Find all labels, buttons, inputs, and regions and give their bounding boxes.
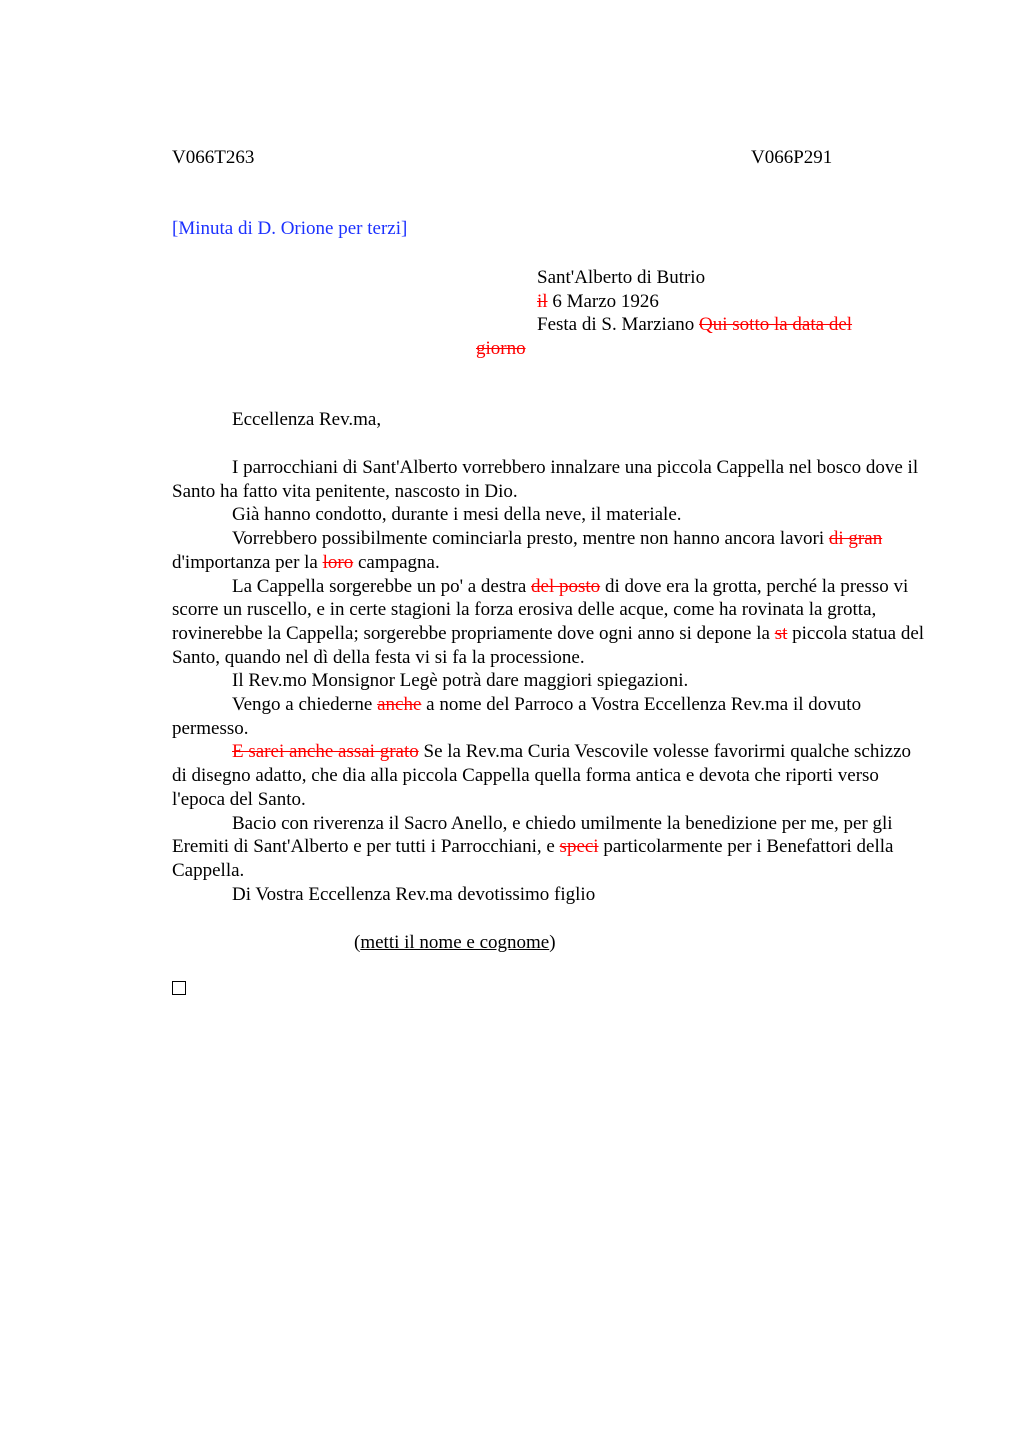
paragraph-text: d'importanza per la: [172, 551, 323, 573]
paragraph-text: piccola statua del Santo, quando nel dì della festa vi si fa la processione.: [172, 622, 925, 668]
paragraph-text: Se la Rev.ma Curia Vescovile volesse favorirmi qualche schizzo di disegno adatto, che dia alla piccola Cappella quella forma antica e devota che riporti verso l'epoca del Santo.: [172, 741, 912, 810]
paragraph: [172, 575, 928, 670]
deleted-text: del posto: [531, 575, 601, 597]
deleted-text: anche: [377, 694, 422, 716]
editorial-note: [Minuta di D. Orione per terzi]: [172, 218, 408, 239]
deleted-text: E sarei anche assai grato: [232, 741, 419, 763]
paren-close: ): [549, 932, 556, 953]
paragraph-text: Bacio con riverenza il Sacro Anello, e chiedo umilmente la benedizione per me, per gli Eremiti di Sant'Alberto e per tutti i Parrocchiani, e: [172, 812, 893, 858]
paragraph-text: a nome del Parroco a Vostra Eccellenza Rev.ma il dovuto permesso.: [172, 694, 862, 739]
paren-open: (: [354, 932, 361, 953]
paragraph-text: campagna.: [353, 551, 440, 573]
signature-text: metti il nome e cognome: [360, 932, 550, 953]
paragraph: [172, 812, 928, 883]
deleted-text: di gran: [828, 528, 883, 550]
paragraph-text: di dove era la grotta, perché la presso vi scorre un ruscello, e in certe stagioni la forza erosiva delle acque, come ha rovinata la grotta, rovinerebbe la Cappella; sorgerebbe propriamente dove ogni anno si depone la: [172, 575, 909, 644]
paragraph: I parrocchiani di Sant'Alberto vorrebbero innalzare una piccola Cappella nel bosco dove il Santo ha fatto vita penitente, nascosto in Dio.: [172, 457, 919, 502]
dateline-place: Sant'Alberto di Butrio: [537, 267, 706, 288]
deleted-text: il: [537, 290, 548, 312]
deleted-text: loro: [322, 551, 354, 573]
document-code-left: V066T263: [172, 147, 255, 168]
dateline-date: [537, 290, 659, 314]
document-code-right: V066P291: [751, 147, 833, 168]
paragraph: Il Rev.mo Monsignor Legè potrà dare maggiori spiegazioni.: [232, 670, 689, 692]
paragraph-text: La Cappella sorgerebbe un po' a destra: [232, 575, 532, 597]
date-text: 6 Marzo 1926: [547, 290, 659, 312]
dateline-feast-continued: [476, 337, 526, 361]
signature-placeholder: [354, 931, 556, 955]
paragraph: Di Vostra Eccellenza Rev.ma devotissimo figlio: [232, 883, 596, 905]
letter-body: [172, 456, 928, 906]
salutation: Eccellenza Rev.ma,: [232, 409, 382, 430]
deleted-text: Qui sotto la data del: [699, 314, 853, 336]
deleted-text: giorno: [476, 338, 526, 360]
dateline-feast: [537, 313, 852, 337]
paragraph-text: Vengo a chiederne: [232, 694, 378, 716]
paragraph: [172, 740, 928, 811]
paragraph-text: particolarmente per i Benefattori della Cappella.: [172, 836, 894, 881]
checkbox-square-icon: [172, 981, 186, 995]
paragraph: [172, 527, 928, 574]
paragraph: [172, 693, 928, 740]
feast-text: Festa di S. Marziano: [537, 314, 700, 336]
deleted-text: st: [774, 622, 788, 644]
paragraph-text: Vorrebbero possibilmente cominciarla presto, mentre non hanno ancora lavori: [232, 528, 829, 550]
deleted-text: speci: [559, 836, 599, 858]
paragraph: Già hanno condotto, durante i mesi della neve, il materiale.: [232, 504, 682, 526]
